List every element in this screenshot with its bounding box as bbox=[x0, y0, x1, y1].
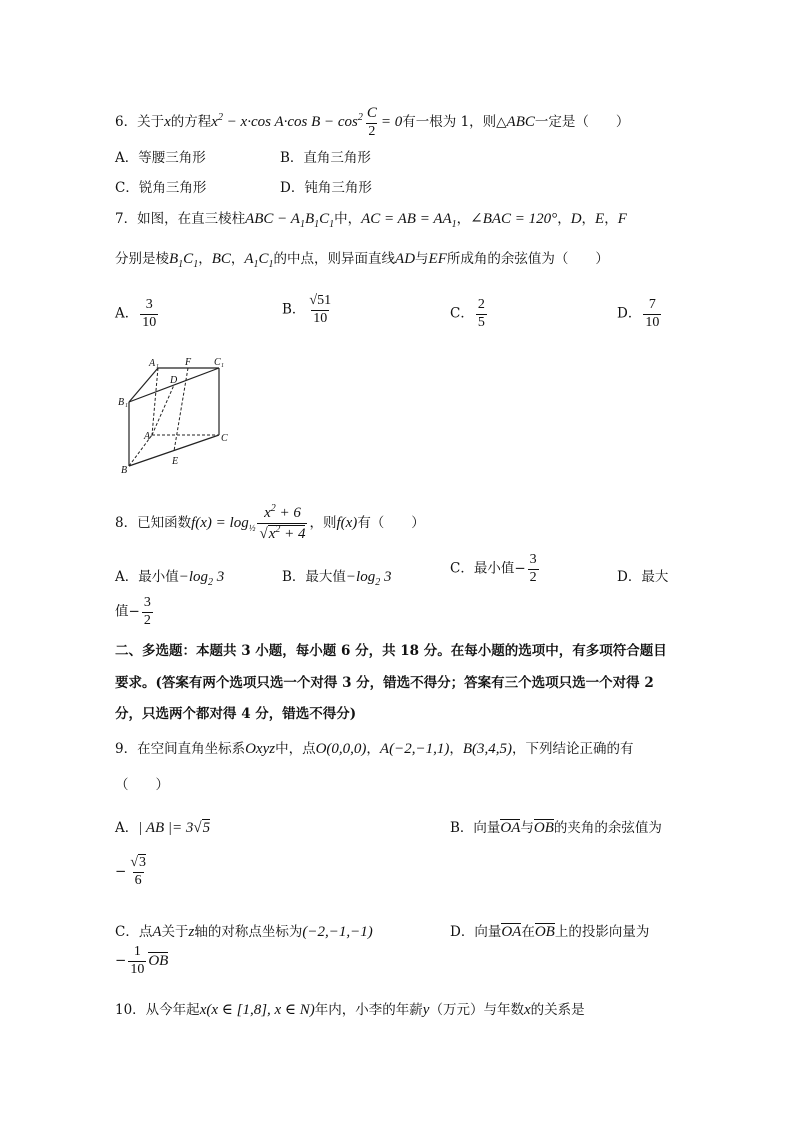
svg-text:1: 1 bbox=[156, 364, 159, 370]
q7-option-c[interactable]: C． $\frac{2}{5}$ bbox=[450, 297, 485, 330]
q6-equation: $x^2 - x\cdot\cos$ A·cos $B - \cos^2$ bbox=[211, 112, 363, 131]
q8-option-a[interactable]: A．最小值$-\log_2$ 3 bbox=[115, 569, 225, 588]
q9-option-d[interactable]: D．向量OA在OB上的投影向量为 bbox=[450, 924, 650, 940]
fig-label-a1: A bbox=[149, 358, 156, 369]
q6-option-c[interactable]: C．锐角三角形 bbox=[115, 180, 207, 196]
q6-option-d[interactable]: D．钝角三角形 bbox=[280, 180, 372, 196]
q7-stem-line2: 分别是棱$B_1C_1$，BC，$A_1C_1$的中点，则异面直线AD与EF所成角的余弦值为（ ） bbox=[115, 251, 609, 270]
q6-stem: 6．关于x的方程$x^2 - x\cdot\cos$ A·cos $B - \cos^2$ $\frac{C}{2}$ = 0有一根为 1，则△ABC一定是（ ） bbox=[115, 105, 630, 139]
section2-line1: 二、多选题：本题共 3 小题，每小题 6 分，共 18 分。在每小题的选项中，有多项符合题目 bbox=[115, 643, 667, 659]
q9-option-a[interactable]: A．| AB |= 3√5 bbox=[115, 820, 211, 836]
q9-option-d-cont: − $\frac{1}{10}$ OB bbox=[115, 944, 169, 977]
fig-label-c: C bbox=[221, 433, 228, 444]
q8-stem: 8．已知函数$f(x) = \log_{\frac{1}{2}}$ $\frac{x^2 + 6}{√x^2 + 4}$ ，则f(x)有（ ） bbox=[115, 503, 425, 542]
fig-label-e: E bbox=[172, 456, 179, 467]
q9-option-c[interactable]: C．点A关于z轴的对称点坐标为(−2,−1,−1) bbox=[115, 924, 373, 940]
q10-stem: 10．从今年起x(x ∈ [1,8], x ∈ N)年内，小李的年薪y（万元）与年数x的关系是 bbox=[115, 1002, 585, 1018]
q9-option-b-cont: − $\frac{√3}{6}$ bbox=[115, 855, 146, 888]
q7-stem-line1: 7．如图，在直三棱柱ABC − $A_1B_1C_1$中，AC = AB = $AA_1$，∠BAC = 120°，D，E，F bbox=[115, 211, 627, 230]
svg-text:1: 1 bbox=[221, 363, 224, 369]
q9-paren: （ ） bbox=[115, 777, 169, 793]
q6-option-b[interactable]: B．直角三角形 bbox=[280, 150, 371, 166]
q7-option-d[interactable]: D． $\frac{7}{10}$ bbox=[617, 297, 660, 330]
q9-stem: 9．在空间直角坐标系Oxyz中，点O(0,0,0)，A(−2,−1,1)，B(3,4,5)，下列结论正确的有 bbox=[115, 741, 634, 757]
q7-option-a[interactable]: A． $\frac{3}{10}$ bbox=[115, 297, 157, 330]
prism-figure bbox=[115, 355, 239, 479]
fig-label-c1: C bbox=[214, 357, 221, 368]
q9-option-b[interactable]: B．向量OA与OB的夹角的余弦值为 bbox=[450, 820, 662, 836]
q8-option-d[interactable]: D．最大 bbox=[617, 569, 669, 585]
q8-option-d-cont: 值− $\frac{3}{2}$ bbox=[115, 595, 151, 628]
svg-text:1: 1 bbox=[125, 403, 128, 409]
fig-label-d: D bbox=[170, 375, 178, 386]
fig-label-f: F bbox=[185, 357, 192, 368]
q8-option-b[interactable]: B．最大值$-\log_2$ 3 bbox=[282, 569, 392, 588]
q6-option-a[interactable]: A．等腰三角形 bbox=[115, 150, 206, 166]
q7-option-b[interactable]: B． $\frac{√51}{10}$ bbox=[282, 293, 332, 326]
fig-label-b1: B bbox=[118, 397, 125, 408]
section2-line3: 分，只选两个都对得 4 分，错选不得分) bbox=[115, 706, 357, 722]
q8-option-c[interactable]: C．最小值− $\frac{3}{2}$ bbox=[450, 552, 537, 585]
fig-label-a: A bbox=[144, 431, 151, 442]
fig-label-b: B bbox=[121, 465, 128, 476]
section2-line2: 要求。(答案有两个选项只选一个对得 3 分，错选不得分；答案有三个选项只选一个对得 2 bbox=[115, 675, 654, 691]
